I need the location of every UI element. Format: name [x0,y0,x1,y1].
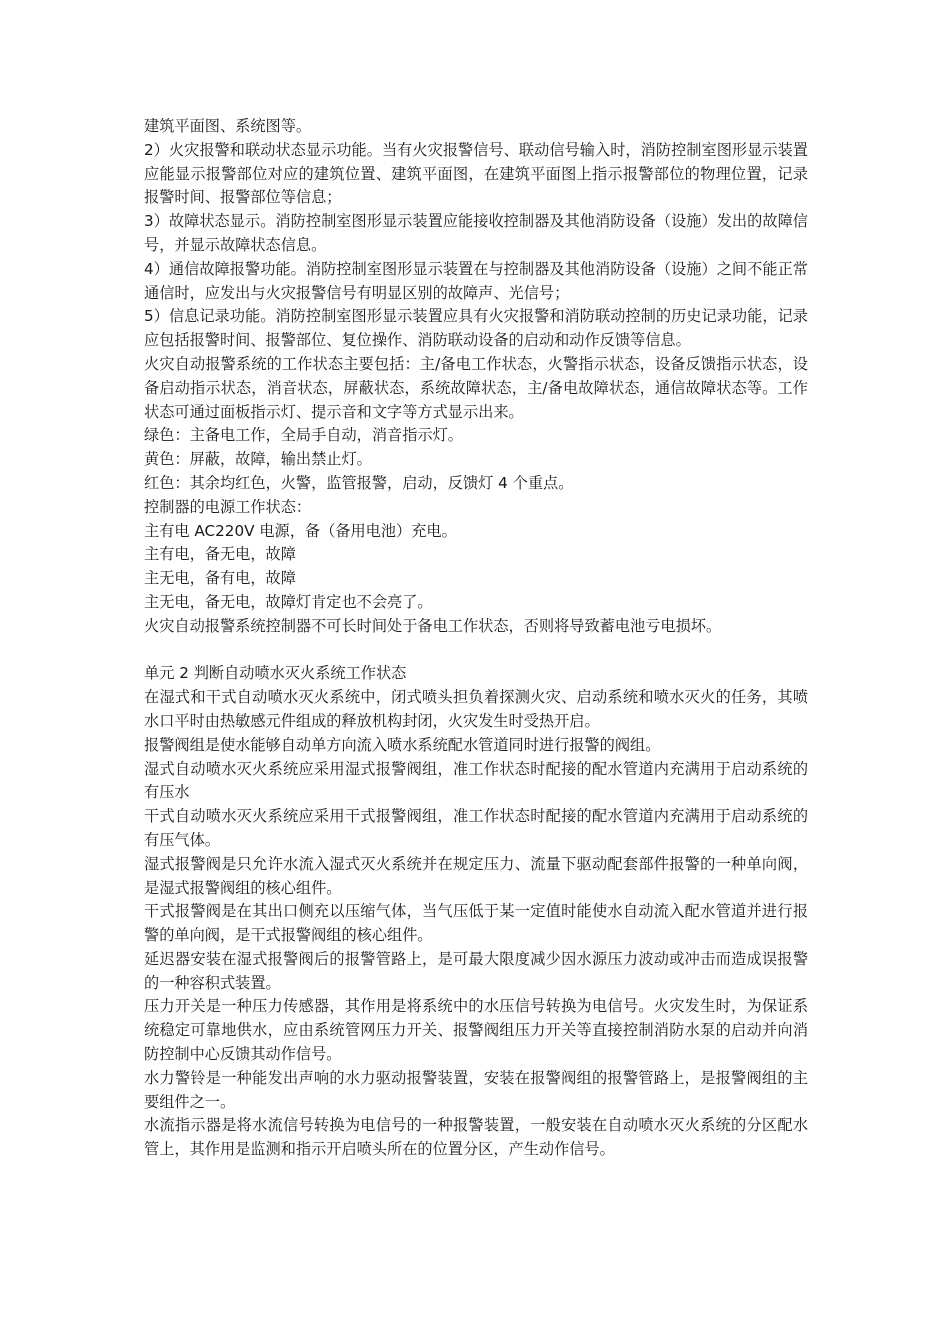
paragraph: 火灾自动报警系统控制器不可长时间处于备电工作状态，否则将导致蓄电池亏电损坏。 [144,616,722,635]
paragraph: 干式报警阀是在其出口侧充以压缩气体，当气压低于某一定值时能使水自动流入配水管道并进行报警的单向阀，是干式报警阀组的核心组件。 [144,902,808,945]
paragraph: 在湿式和干式自动喷水灭火系统中，闭式喷头担负着探测火灾、启动系统和喷水灭火的任务，其喷水口平时由热敏感元件组成的释放机构封闭，火灾发生时受热开启。 [144,688,808,730]
paragraph: 水力警铃是一种能发出声响的水力驱动报警装置，安装在报警阀组的报警管路上，是报警阀组的主要组件之一。 [144,1068,808,1111]
paragraph: 压力开关是一种压力传感器，其作用是将系统中的水压信号转换为电信号。火灾发生时，为保证系统稳定可靠地供水，应由系统管网压力开关、报警阀组压力开关等直接控制消防水泵的启动并向消防控制中心反馈其动作信号。 [144,997,808,1064]
paragraph: 报警阀组是使水能够自动单方向流入喷水系统配水管道同时进行报警的阀组。 [144,735,661,754]
paragraph: 绿色：主备电工作，全局手自动，消音指示灯。 [144,426,463,445]
paragraph: 5）信息记录功能。消防控制室图形显示装置应具有火灾报警和消防联动控制的历史记录功能，记录应包括报警时间、报警部位、复位操作、消防联动设备的启动和动作反馈等信息。 [144,307,808,350]
paragraph: 火灾自动报警系统的工作状态主要包括：主/备电工作状态，火警指示状态，设备反馈指示状态，设备启动指示状态，消音状态，屏蔽状态，系统故障状态，主/备电故障状态，通信故障状态等。工作状态可通过面板指示灯、提示音和文字等方式显示出来。 [144,354,808,421]
document-body [144,115,808,1162]
blank-line [144,639,808,663]
paragraph: 干式自动喷水灭火系统应采用干式报警阀组，准工作状态时配接的配水管道内充满用于启动系统的有压气体。 [144,807,808,849]
paragraph: 主无电，备有电，故障 [144,569,296,588]
paragraph: 3）故障状态显示。消防控制室图形显示装置应能接收控制器及其他消防设备（设施）发出的故障信号，并显示故障状态信息。 [144,212,808,254]
paragraph: 湿式自动喷水灭火系统应采用湿式报警阀组，准工作状态时配接的配水管道内充满用于启动系统的有压水 [144,759,808,802]
paragraph: 2）火灾报警和联动状态显示功能。当有火灾报警信号、联动信号输入时，消防控制室图形显示装置应能显示报警部位对应的建筑位置、建筑平面图，在建筑平面图上指示报警部位的物理位置，记录报警时间、报警部位等信息； [144,140,808,207]
paragraph: 建筑平面图、系统图等。 [144,117,312,135]
paragraph: 主有电 AC220V 电源，备（备用电池）充电。 [144,521,457,540]
paragraph: 湿式报警阀是只允许水流入湿式灭火系统并在规定压力、流量下驱动配套部件报警的一种单向阀，是湿式报警阀组的核心组件。 [144,854,808,897]
paragraph: 红色：其余均红色，火警，监管报警，启动，反馈灯 4 个重点。 [144,473,574,492]
section-heading: 单元 2 判断自动喷水灭火系统工作状态 [144,664,407,683]
paragraph: 主无电，备无电，故障灯肯定也不会亮了。 [144,592,433,611]
paragraph: 4）通信故障报警功能。消防控制室图形显示装置在与控制器及其他消防设备（设施）之间不能正常通信时，应发出与火灾报警信号有明显区别的故障声、光信号； [144,259,808,302]
paragraph: 控制器的电源工作状态： [144,497,312,516]
paragraph: 水流指示器是将水流信号转换为电信号的一种报警装置，一般安装在自动喷水灭火系统的分区配水管上，其作用是监测和指示开启喷头所在的位置分区，产生动作信号。 [144,1116,808,1159]
paragraph: 延迟器安装在湿式报警阀后的报警管路上，是可最大限度减少因水源压力波动或冲击而造成误报警的一种容积式装置。 [144,949,808,992]
paragraph: 主有电，备无电，故障 [144,545,296,564]
paragraph: 黄色：屏蔽，故障，输出禁止灯。 [144,450,372,469]
